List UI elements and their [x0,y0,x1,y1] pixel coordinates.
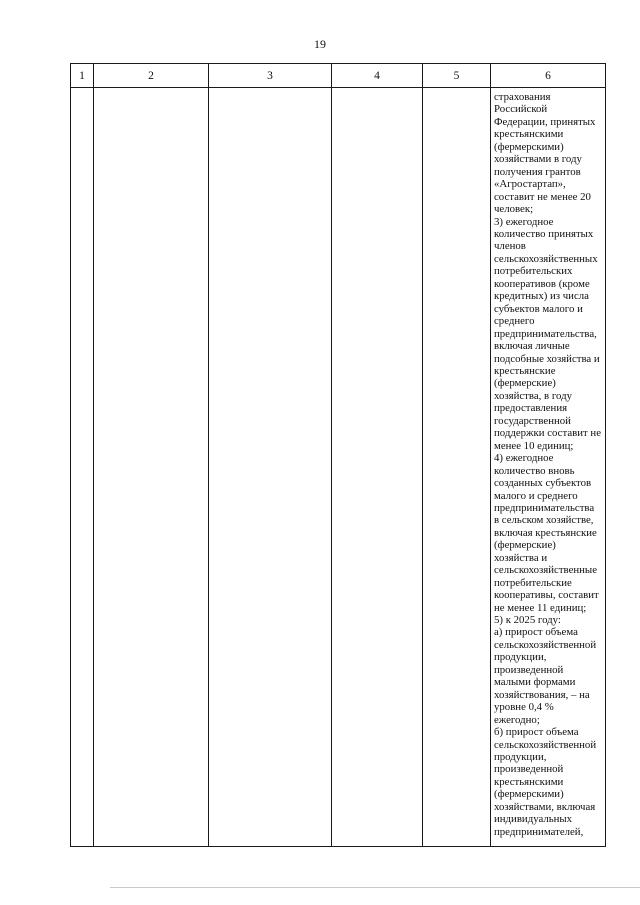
table-cell-col5 [423,88,491,847]
page-number: 19 [314,37,326,51]
column-header-1: 1 [71,64,94,88]
cell-text-col5 [423,88,490,91]
cell-text-col1 [71,88,93,91]
table-cell-col1 [71,88,94,847]
table-cell-col4 [332,88,423,847]
table-cell-col2 [94,88,209,847]
cell-text-col2 [94,88,208,91]
cell-text-col4 [332,88,422,91]
scan-edge-line [110,887,640,888]
cell-text-col3 [209,88,331,91]
column-header-5: 5 [423,64,491,88]
program-table [70,63,606,847]
column-header-2: 2 [94,64,209,88]
table-cell-col3 [209,88,332,847]
table-cell-col6 [491,88,606,847]
column-header-3: 3 [209,64,332,88]
table-row [71,88,606,847]
cell-text-col6: страхования Российской Федерации, принятых крестьянскими (фермерскими) хозяйствами в году получения грантов «Агростартап», составит не менее 20 человек; 3) ежегодное количество принятых членов сельскохозяйственных потребительских кооперативов (кроме кредитных) из числа субъектов малого и среднего предпринимательства, включая личные подсобные хозяйства и крестьянские (фермерские) хозяйства, в году предоставления государственной поддержки составит не менее 10 единиц; 4) ежегодное количество вновь созданных субъектов малого и среднего предпринимательства в сельском хозяйстве, включая крестьянские (фермерские) хозяйства и сельскохозяйственные потребительские кооперативы, составит не менее 11 единиц; 5) к 2025 году: а) прирост объема сельскохозяйственной продукции, произведенной малыми формами хозяйствования, – на уровне 0,4 % ежегодно; б) прирост объема сельскохозяйственной продукции, произведенной крестьянскими (фермерскими) хозяйствами, включая индивидуальных предпринимателей, [494,91,601,838]
table-header-row [71,64,606,88]
column-header-4: 4 [332,64,423,88]
column-header-6: 6 [491,64,606,88]
